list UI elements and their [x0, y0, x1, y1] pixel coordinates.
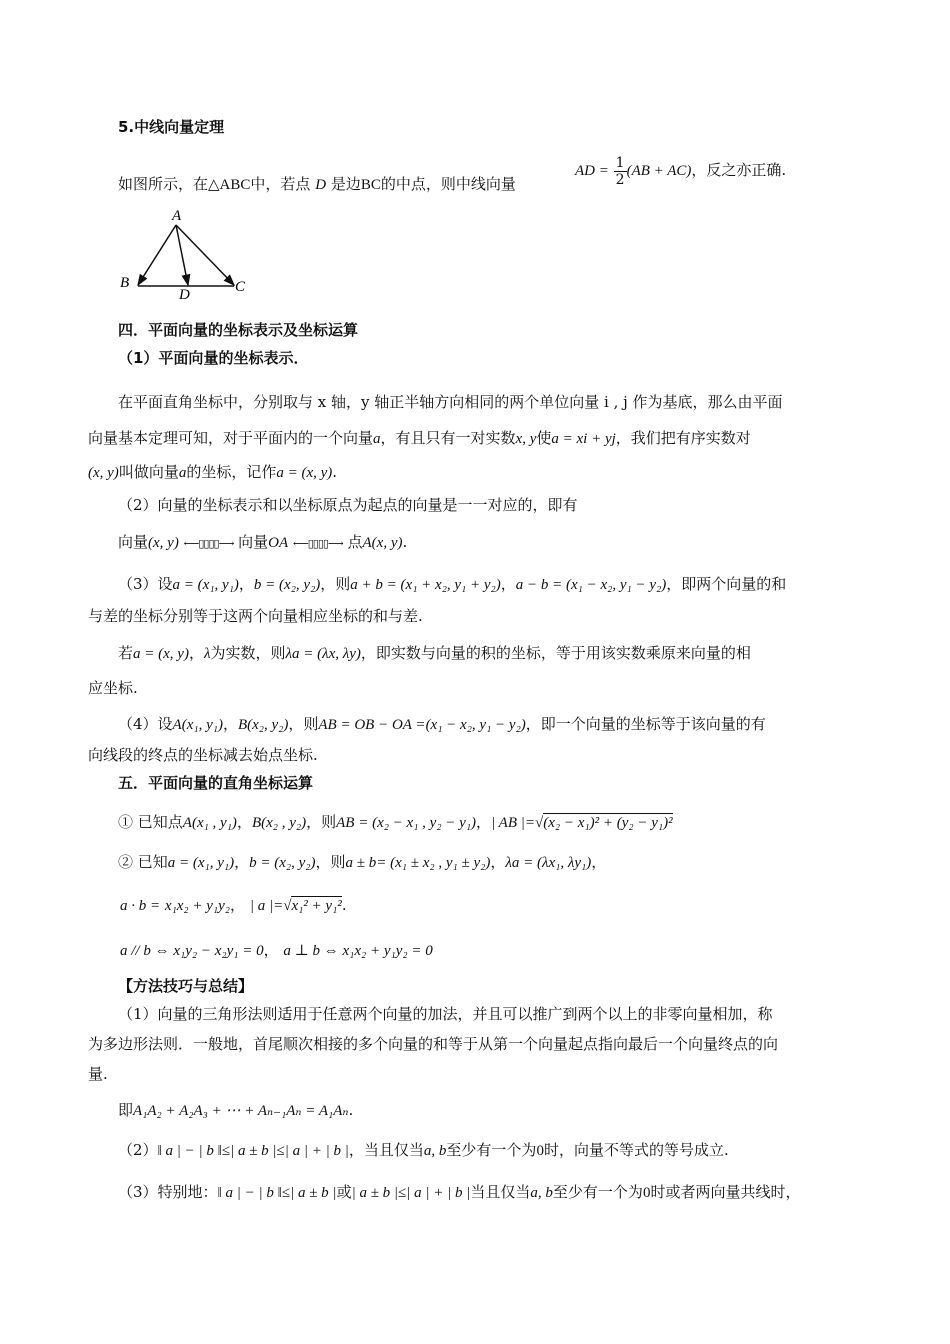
fraction-numerator: 1 — [615, 154, 625, 171]
text: （4）设 — [118, 715, 173, 733]
reals-xy: x, y — [515, 431, 537, 447]
text: ， — [500, 575, 516, 593]
vectors-ab: a, b — [423, 1143, 447, 1159]
sqrt-sign: √ — [535, 815, 544, 831]
sum-difference-line — [118, 574, 786, 595]
text: ， — [238, 575, 254, 593]
text: ， — [230, 896, 246, 914]
paragraph-basis: 在平面直角坐标中，分别取与 x 轴，y 轴正半轴方向相同的两个单位向量 i , j 作为基底，那么由平面 — [118, 393, 783, 411]
dot-product: a · b = — [120, 898, 161, 914]
point-a-xy: A(x, y) — [362, 535, 403, 551]
sqrt-sign: √ — [283, 898, 292, 914]
rule-4 — [120, 940, 433, 961]
formula-lambda-a: λa = (λx, λy) — [285, 646, 361, 662]
text: 为实数，则 — [210, 644, 286, 662]
text: 叫做向量 — [118, 463, 179, 481]
point-a: A(x₁ , y₁) — [182, 815, 237, 831]
method-2 — [118, 1140, 729, 1161]
point-b: B(x₂, y₂) — [237, 717, 289, 733]
formula-difference: a − b = (x₁ − x₂, y₁ − y₂) — [515, 577, 667, 593]
text: （3）设 — [118, 575, 173, 593]
label-d: D — [179, 287, 190, 301]
formula-rhs: (AB + AC) — [626, 163, 692, 179]
text: ，有且只有一对实数 — [380, 429, 516, 447]
point-a: A(x₁, y₁) — [172, 717, 223, 733]
vector-from-points-line — [118, 714, 766, 735]
text: ，即实数与向量的积的坐标，等于用该实数乘原来向量的相 — [360, 644, 751, 662]
text: . — [341, 896, 347, 914]
text: 向量基本定理可知，对于平面内的一个向量 — [88, 429, 374, 447]
text: ，则 — [315, 853, 346, 871]
point-d: D — [315, 177, 327, 193]
paragraph-basis-line2 — [88, 428, 751, 449]
text: 或 — [336, 1183, 352, 1201]
text: （3）特别地： — [118, 1183, 218, 1201]
vector-a: a — [178, 465, 187, 481]
text: ，即两个向量的和 — [666, 575, 787, 593]
vector-ad — [176, 225, 188, 285]
lambda: λ — [203, 646, 211, 662]
zero: 0 — [536, 1143, 544, 1159]
text: 点 — [347, 533, 363, 551]
vector-b-coords: b = (x₂, y₂) — [253, 577, 321, 593]
vector-ab — [138, 225, 176, 285]
text: 向量 — [118, 533, 149, 551]
inequality-right: | a ± b |≤| a | + | b | — [351, 1185, 471, 1201]
section-title-coordinates: 四．平面向量的坐标表示及坐标运算 — [118, 321, 359, 339]
formula-a-xy: a = (x, y) — [276, 465, 333, 481]
section-title-rect-coordinates: 五．平面向量的直角坐标运算 — [118, 774, 314, 792]
text: . — [402, 533, 408, 551]
pair-xy: (x, y) — [148, 535, 179, 551]
inequality-left: ‖ a | − | b ‖≤| a ± b | — [217, 1185, 337, 1201]
vector-b-coords: b = (x₂, y₂) — [249, 855, 316, 871]
formula-ab-magnitude: | AB |= — [491, 815, 535, 831]
text: 向量 — [238, 533, 269, 551]
parallel-condition: a // b ⇔ x₁y₂ − x₂y₁ = 0 — [120, 943, 264, 959]
text: 当且仅当 — [470, 1183, 531, 1201]
formula-ab-coords: (x₁ − x₂, y₁ − y₂) — [425, 717, 526, 733]
vector-ac — [176, 225, 234, 285]
rule-1 — [118, 812, 673, 833]
text: ① 已知点 — [118, 813, 183, 831]
text: ， — [222, 715, 238, 733]
vector-a: a — [373, 431, 381, 447]
magnitude-a: | a |= — [249, 898, 284, 914]
statement-mid2: 是边 — [330, 175, 361, 193]
pair-xy: (x, y) — [88, 465, 119, 481]
formula-lhs: AD = — [575, 163, 609, 179]
subsection-coordinate-representation: （1）平面向量的坐标表示． — [118, 349, 309, 367]
method-1-line3: 量. — [88, 1065, 108, 1083]
label-c: C — [235, 279, 246, 295]
paragraph-basis-line3 — [88, 462, 337, 483]
statement-prefix: 如图所示，在 — [118, 175, 209, 193]
polygon-sum-formula: A₁A₂ + A₂A₃ + ⋯ + Aₙ₋₁Aₙ = A₁Aₙ — [133, 1103, 349, 1119]
text: 即 — [118, 1101, 134, 1119]
formula-sum: a + b = (x₁ + x₂, y₁ + y₂) — [350, 577, 501, 593]
label-a: A — [172, 208, 182, 224]
methods-title: 【方法技巧与总结】 — [118, 977, 254, 995]
perpendicular-condition: a ⊥ b ⇔ x₁x₂ + y₁y₂ = 0 — [283, 943, 433, 959]
paragraph-one-to-one: （2）向量的坐标表示和以坐标原点为起点的向量是一一对应的，即有 — [118, 496, 578, 514]
vector-oa: OA — [268, 535, 289, 551]
method-1-line2: 为多边形法则．一般地，首尾顺次相接的多个向量的和等于从第一个向量起点指向最后一个向量终点的向 — [88, 1035, 779, 1053]
fraction-denominator: 2 — [615, 171, 625, 188]
text: ， — [236, 813, 252, 831]
point-b: B(x₂ , y₂) — [251, 815, 307, 831]
vector-a-coords: a = (x₁, y₁) — [172, 577, 239, 593]
text: 使 — [536, 429, 552, 447]
text: 若 — [118, 644, 134, 662]
median-theorem-statement — [118, 174, 516, 195]
dot-product-formula: x₁x₂ + y₁y₂ — [164, 898, 231, 914]
text: ， — [490, 853, 506, 871]
section-title-median-theorem: 5.中线向量定理 — [118, 118, 225, 136]
statement-mid1: 中，若点 — [250, 175, 311, 193]
formula-a-xi-yj: a = xi + yj — [551, 431, 616, 447]
text: ， — [591, 853, 607, 871]
text: ，当且仅当 — [348, 1141, 424, 1159]
method-1-line1: （1）向量的三角形法则适用于任意两个向量的加法，并且可以推广到两个以上的非零向量相加，称 — [118, 1005, 773, 1023]
vector-from-points-line2: 向线段的终点的坐标减去始点坐标. — [88, 746, 318, 764]
rule-3 — [120, 895, 347, 916]
text: 时，向量不等式的等号成立. — [543, 1141, 729, 1159]
formula-ab-coords: AB = (x₂ − x₁ , y₂ − y₁) — [336, 815, 477, 831]
statement-mid3: 的中点，则中线向量 — [380, 175, 516, 193]
one-half-fraction — [614, 155, 627, 188]
triangle-median-figure — [118, 205, 258, 301]
method-3 — [118, 1182, 800, 1203]
median-formula — [575, 150, 786, 191]
vectors-ab: a, b — [530, 1185, 553, 1201]
rule-2 — [118, 852, 606, 873]
correspondence-arrow-2: ⟵▯▯▯▯⟶ — [292, 537, 343, 550]
radicand: (x₂ − x₁)² + (y₂ − y₁)² — [543, 815, 673, 831]
text: ，我们把有序实数对 — [615, 429, 751, 447]
text: ， — [476, 813, 492, 831]
text: ，即一个向量的坐标等于该向量的有 — [525, 715, 766, 733]
label-b: B — [120, 275, 130, 291]
triangle-abc: △ABC — [208, 177, 251, 193]
statement-outro: ，反之亦正确. — [691, 161, 787, 179]
zero: 0 — [642, 1185, 651, 1201]
scalar-product-line2: 应坐标. — [88, 679, 138, 697]
text: 至少有一个为 — [552, 1183, 643, 1201]
formula-lambda-a: λa = (λx₁, λy₁) — [505, 855, 592, 871]
text: . — [332, 463, 338, 481]
text: ，则 — [288, 715, 319, 733]
text: 时或者两向量共线时， — [650, 1183, 801, 1201]
vector-a-coords: a = (x₁, y₁) — [167, 855, 235, 871]
scalar-product-line — [118, 643, 751, 664]
formula-plus-minus: = (x₁ ± x₂ , y₁ ± y₂) — [376, 855, 491, 871]
triangle-inequality: ‖ a | − | b ‖≤| a ± b |≤| a | + | b | — [157, 1143, 349, 1159]
a-plus-minus-b: a ± b — [345, 855, 377, 871]
text: ，则 — [320, 575, 351, 593]
text: ， — [188, 644, 204, 662]
text: （2） — [118, 1141, 158, 1159]
text: ， — [234, 853, 250, 871]
text: 至少有一个为 — [446, 1141, 537, 1159]
radicand: x₁² + y₁² — [291, 898, 342, 914]
text: ，则 — [306, 813, 337, 831]
edge-bc: BC — [360, 177, 381, 193]
text: . — [348, 1101, 354, 1119]
text: 的坐标，记作 — [186, 463, 277, 481]
method-1-formula — [118, 1100, 353, 1121]
text: ， — [263, 941, 279, 959]
formula-a-xy: a = (x, y) — [133, 646, 189, 662]
correspondence-arrow: ⟵▯▯▯▯⟶ — [183, 537, 234, 550]
correspondence-line — [118, 532, 407, 554]
text: ② 已知 — [118, 853, 168, 871]
formula-ab: AB = OB − OA = — [318, 717, 426, 733]
sum-difference-line2: 与差的坐标分别等于这两个向量相应坐标的和与差. — [88, 607, 423, 625]
